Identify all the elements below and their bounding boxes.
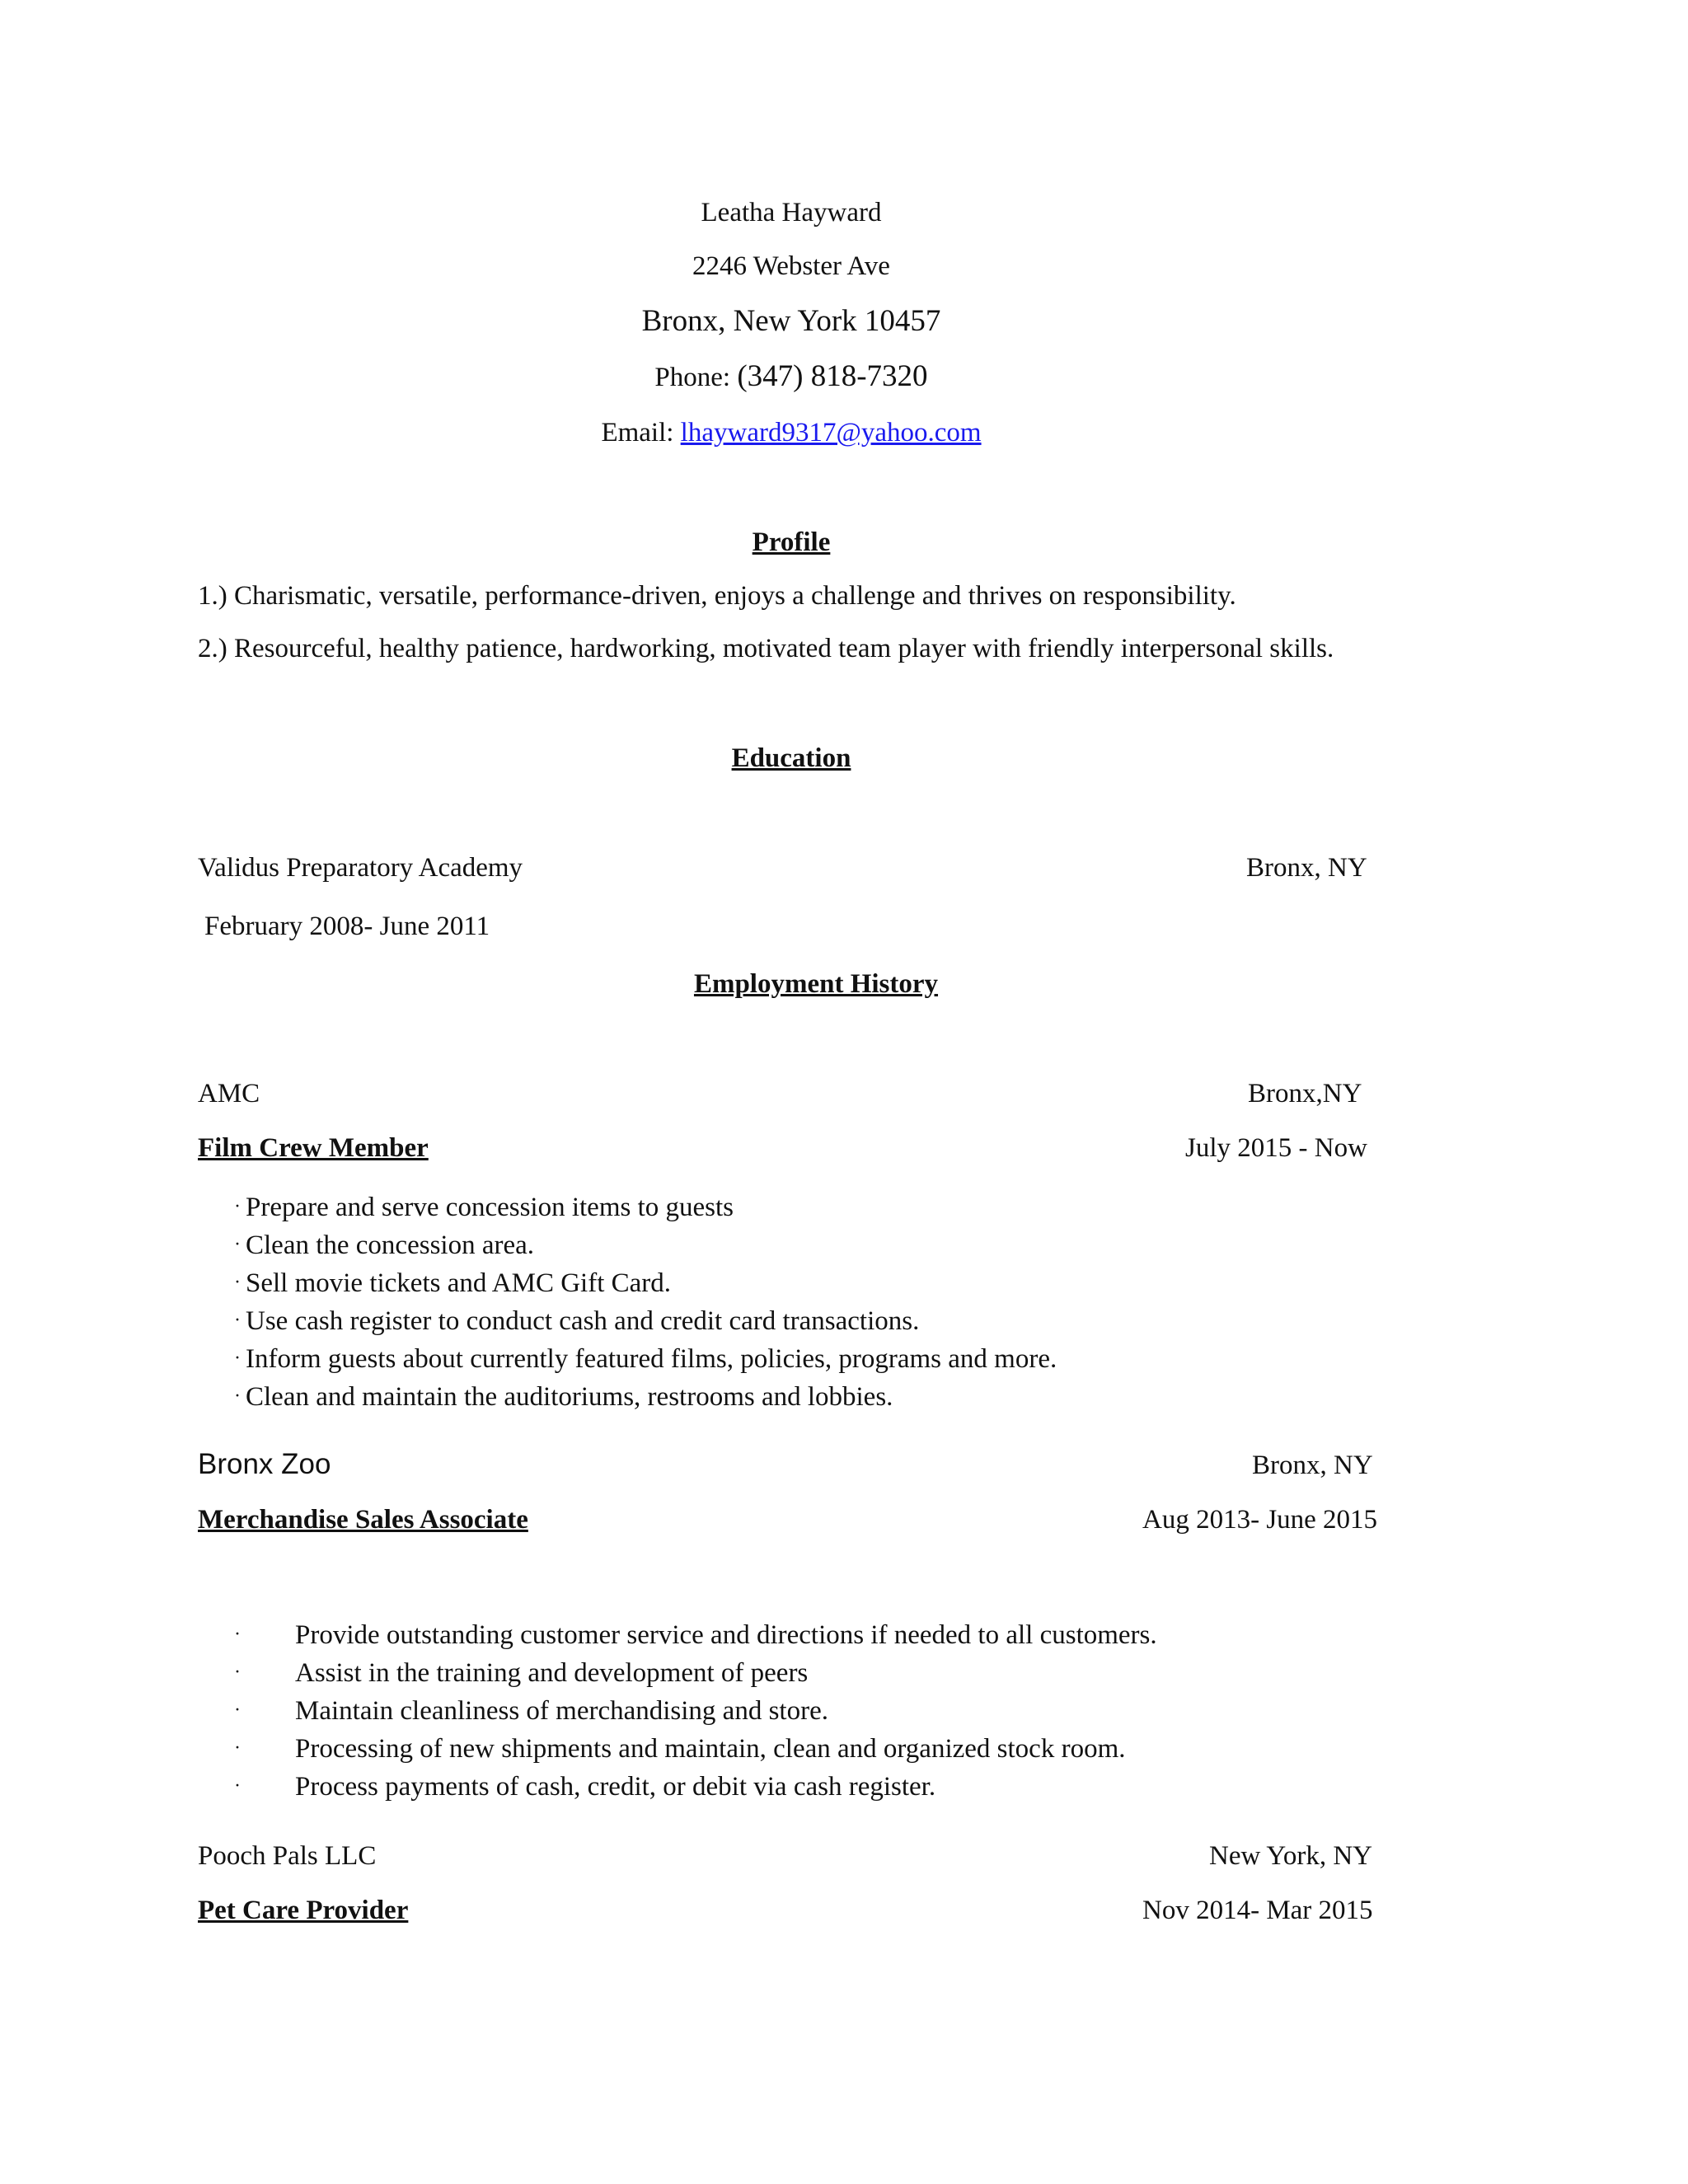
job-duty: [234, 1618, 1157, 1652]
bullet-icon: ·: [234, 1310, 241, 1331]
duty-text: Inform guests about currently featured films, policies, programs and more.: [246, 1344, 1057, 1374]
duty-text: Assist in the training and development of peers: [295, 1658, 809, 1688]
job-location: Bronx,NY: [1248, 1079, 1362, 1108]
school-dates: February 2008- June 2011: [204, 912, 490, 941]
employment-heading: Employment History: [693, 969, 939, 999]
bullet-icon: ·: [234, 1737, 241, 1759]
job-duty: [234, 1266, 671, 1300]
education-heading: Education: [731, 743, 851, 773]
bullet-icon: ·: [234, 1347, 241, 1369]
duty-text: Process payments of cash, credit, or debit via cash register.: [295, 1772, 936, 1802]
job-duty: [234, 1656, 808, 1690]
bullet-icon: ·: [234, 1624, 241, 1645]
street-address: 2246 Webster Ave: [692, 251, 890, 281]
duty-text: Sell movie tickets and AMC Gift Card.: [246, 1268, 672, 1298]
job-location: Bronx, NY: [1252, 1451, 1373, 1480]
duty-text: Prepare and serve concession items to guests: [246, 1193, 734, 1222]
job-title: Pet Care Provider: [198, 1896, 409, 1925]
bullet-icon: ·: [234, 1699, 241, 1721]
bullet-icon: ·: [234, 1661, 241, 1683]
bullet-icon: ·: [234, 1272, 241, 1293]
job-duty: [234, 1694, 828, 1727]
job-dates: Nov 2014- Mar 2015: [1142, 1896, 1373, 1925]
job-title: Merchandise Sales Associate: [198, 1505, 528, 1535]
job-duty: [234, 1304, 919, 1338]
phone-line: [0, 360, 1582, 394]
job-duty: [234, 1190, 734, 1224]
applicant-name: Leatha Hayward: [701, 198, 882, 227]
job-duty: [234, 1732, 1125, 1765]
profile-item-2: 2.) Resourceful, healthy patience, hardworking, motivated team player with friendly interpersonal skills.: [198, 634, 1334, 663]
bullet-icon: ·: [234, 1385, 241, 1407]
job-duty: [234, 1342, 1057, 1376]
school-location: Bronx, NY: [1246, 853, 1367, 883]
duty-text: Provide outstanding customer service and directions if needed to all customers.: [295, 1620, 1157, 1650]
job-location: New York, NY: [1209, 1841, 1373, 1871]
city-state-zip: Bronx, New York 10457: [641, 304, 941, 338]
email-line: [0, 416, 1582, 449]
job-dates: July 2015 - Now: [1185, 1133, 1367, 1163]
duty-text: Clean the concession area.: [246, 1230, 535, 1260]
email-link[interactable]: lhayward9317@yahoo.com: [680, 418, 982, 448]
duty-text: Maintain cleanliness of merchandising and store.: [295, 1696, 828, 1726]
job-company: AMC: [198, 1079, 260, 1108]
job-company: Pooch Pals LLC: [198, 1841, 377, 1871]
bullet-icon: ·: [234, 1234, 241, 1255]
bullet-icon: ·: [234, 1196, 241, 1217]
profile-item-1: 1.) Charismatic, versatile, performance-driven, enjoys a challenge and thrives on responsibility.: [198, 581, 1236, 611]
job-dates: Aug 2013- June 2015: [1142, 1505, 1378, 1535]
school-name: Validus Preparatory Academy: [198, 853, 523, 883]
bullet-icon: ·: [234, 1775, 241, 1797]
duty-text: Processing of new shipments and maintain, clean and organized stock room.: [295, 1734, 1126, 1764]
duty-text: Use cash register to conduct cash and credit card transactions.: [246, 1306, 920, 1336]
phone-number: (347) 818-7320: [737, 359, 928, 393]
job-company: Bronx Zoo: [198, 1448, 331, 1480]
job-duty: [234, 1228, 534, 1262]
profile-heading: Profile: [752, 527, 831, 557]
job-duty: [234, 1380, 893, 1413]
job-title: Film Crew Member: [198, 1133, 429, 1163]
duty-text: Clean and maintain the auditoriums, restrooms and lobbies.: [246, 1382, 893, 1412]
job-duty: [234, 1769, 935, 1803]
phone-label: Phone:: [654, 363, 731, 392]
email-label: Email:: [601, 418, 674, 448]
